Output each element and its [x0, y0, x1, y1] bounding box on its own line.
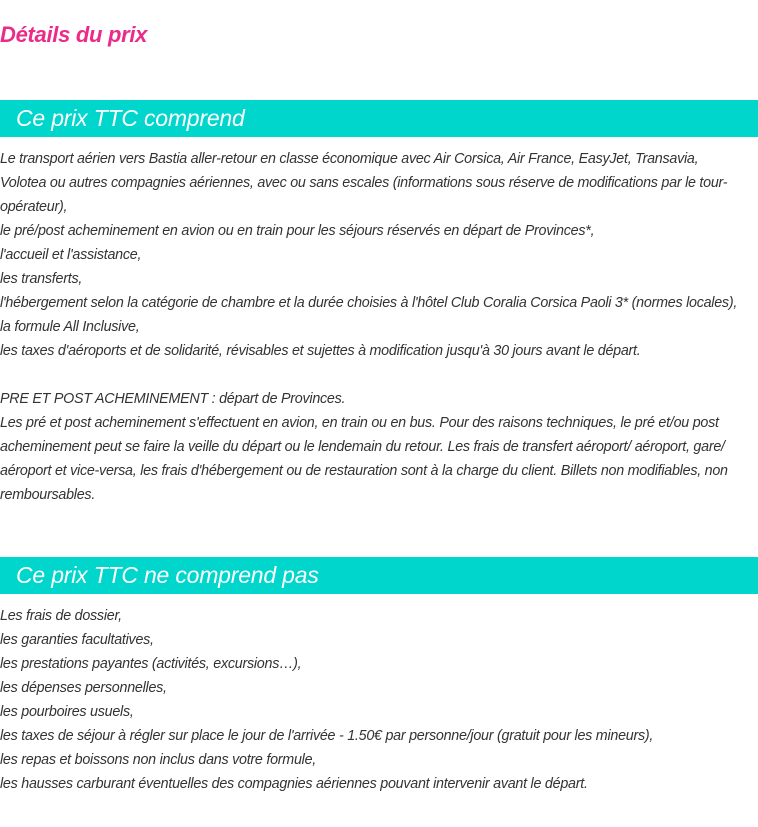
page-title: Détails du prix [0, 22, 148, 47]
included-line: opérateur), [0, 199, 68, 215]
included-line: les transferts, [0, 271, 83, 287]
excluded-line: les dépenses personnelles, [0, 680, 167, 696]
included-line: Le transport aérien vers Bastia aller-retour en classe économique avec Air Corsica, Air France, EasyJet, Transavia, [0, 151, 699, 167]
included-line: l'accueil et l'assistance, [0, 247, 142, 263]
transfer-line: remboursables. [0, 487, 96, 503]
excluded-line: les repas et boissons non inclus dans votre formule, [0, 752, 317, 768]
excluded-line: les prestations payantes (activités, excursions…), [0, 656, 302, 672]
included-line: Volotea ou autres compagnies aériennes, avec ou sans escales (informations sous réserve de modifications par le tour- [0, 175, 728, 191]
transfer-line: Les pré et post acheminement s'effectuent en avion, en train ou en bus. Pour des raisons techniques, le pré et/ou post [0, 415, 719, 431]
excluded-line: Les frais de dossier, [0, 608, 122, 624]
excluded-line: les taxes de séjour à régler sur place le jour de l'arrivée - 1.50€ par personne/jour (gratuit pour les mineurs), [0, 728, 654, 744]
spacer [0, 363, 758, 387]
excluded-line: les pourboires usuels, [0, 704, 134, 720]
excluded-line: les hausses carburant éventuelles des compagnies aériennes pouvant intervenir avant le départ. [0, 776, 588, 792]
included-line: les taxes d'aéroports et de solidarité, révisables et sujettes à modification jusqu'à 30 jours avant le départ. [0, 343, 641, 359]
included-line: la formule All Inclusive, [0, 319, 140, 335]
transfer-line: aéroport et vice-versa, les frais d'hébergement ou de restauration sont à la charge du client. Billets non modifiables, non [0, 463, 728, 479]
included-line: le pré/post acheminement en avion ou en train pour les séjours réservés en départ de Provinces*, [0, 223, 595, 239]
included-section-body [0, 147, 758, 507]
excluded-line: les garanties facultatives, [0, 632, 154, 648]
excluded-section-header: Ce prix TTC ne comprend pas [0, 557, 758, 594]
transfer-line: acheminement peut se faire la veille du départ ou le lendemain du retour. Les frais de transfert aéroport/ aéroport, gare/ [0, 439, 725, 455]
included-section-header: Ce prix TTC comprend [0, 100, 758, 137]
excluded-section-body [0, 604, 758, 796]
included-line: l'hébergement selon la catégorie de chambre et la durée choisies à l'hôtel Club Coralia Corsica Paoli 3* (normes locales), [0, 295, 738, 311]
transfer-title: PRE ET POST ACHEMINEMENT : départ de Provinces. [0, 391, 346, 407]
